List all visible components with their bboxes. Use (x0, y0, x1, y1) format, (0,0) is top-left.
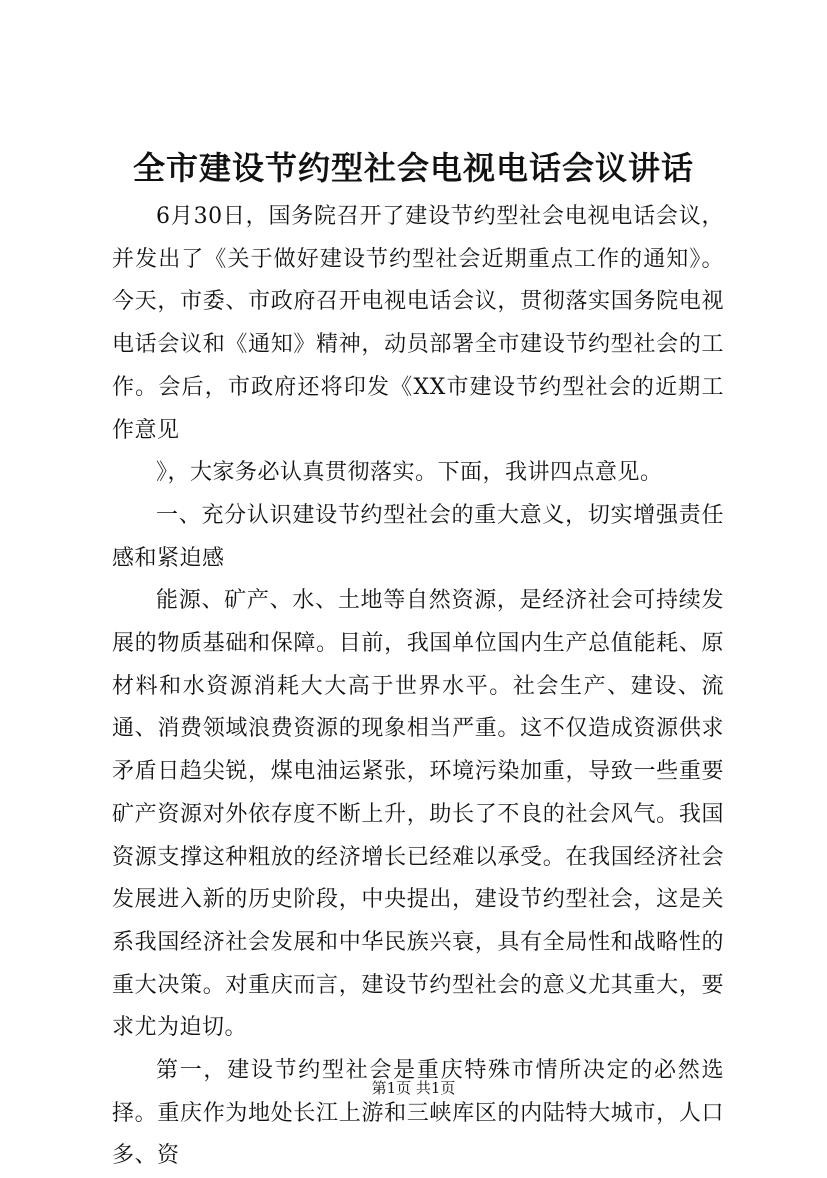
paragraph-intro-continued: 》，大家务必认真贯彻落实。下面，我讲四点意见。 (156, 460, 663, 486)
document-title: 全市建设节约型社会电视电话会议讲话 (132, 149, 694, 187)
paragraph-first-point: 第一，建设节约型社会是重庆特殊市情所决定的必然选择。重庆作为地处长江上游和三峡库区的内陆特大城市，人口多、资 (112, 1058, 724, 1169)
paragraph-resources: 能源、矿产、水、土地等自然资源，是经济社会可持续发展的物质基础和保障。目前，我国单位国内生产总值能耗、原材料和水资源消耗大大高于世界水平。社会生产、建设、流通、消费领域浪费资源的现象相当严重。这不仅造成资源供求矛盾日趋尖锐，煤电油运紧张，环境污染加重，导致一些重要矿产资源对外依存度不断上升，助长了不良的社会风气。我国资源支撑这种粗放的经济增长已经难以承受。在我国经济社会发展进入新的历史阶段，中央提出，建设节约型社会，这是关系我国经济社会发展和中华民族兴衰，具有全局性和战略性的重大决策。对重庆而言，建设节约型社会的意义尤其重大，要求尤为迫切。 (112, 588, 724, 1041)
paragraph-intro: 6月30日，国务院召开了建设节约型社会电视电话会议，并发出了《关于做好建设节约型社会近期重点工作的通知》。今天，市委、市政府召开电视电话会议，贯彻落实国务院电视电话会议和《通知》精神，动员部署全市建设节约型社会的工作。会后，市政府还将印发《XX市建设节约型社会的近期工作意见 (112, 204, 724, 443)
page-footer: 第1页 共1页 (371, 1079, 456, 1097)
section-heading-1: 一、充分认识建设节约型社会的重大意义，切实增强责任感和紧迫感 (112, 502, 724, 571)
document-body (112, 196, 724, 1178)
